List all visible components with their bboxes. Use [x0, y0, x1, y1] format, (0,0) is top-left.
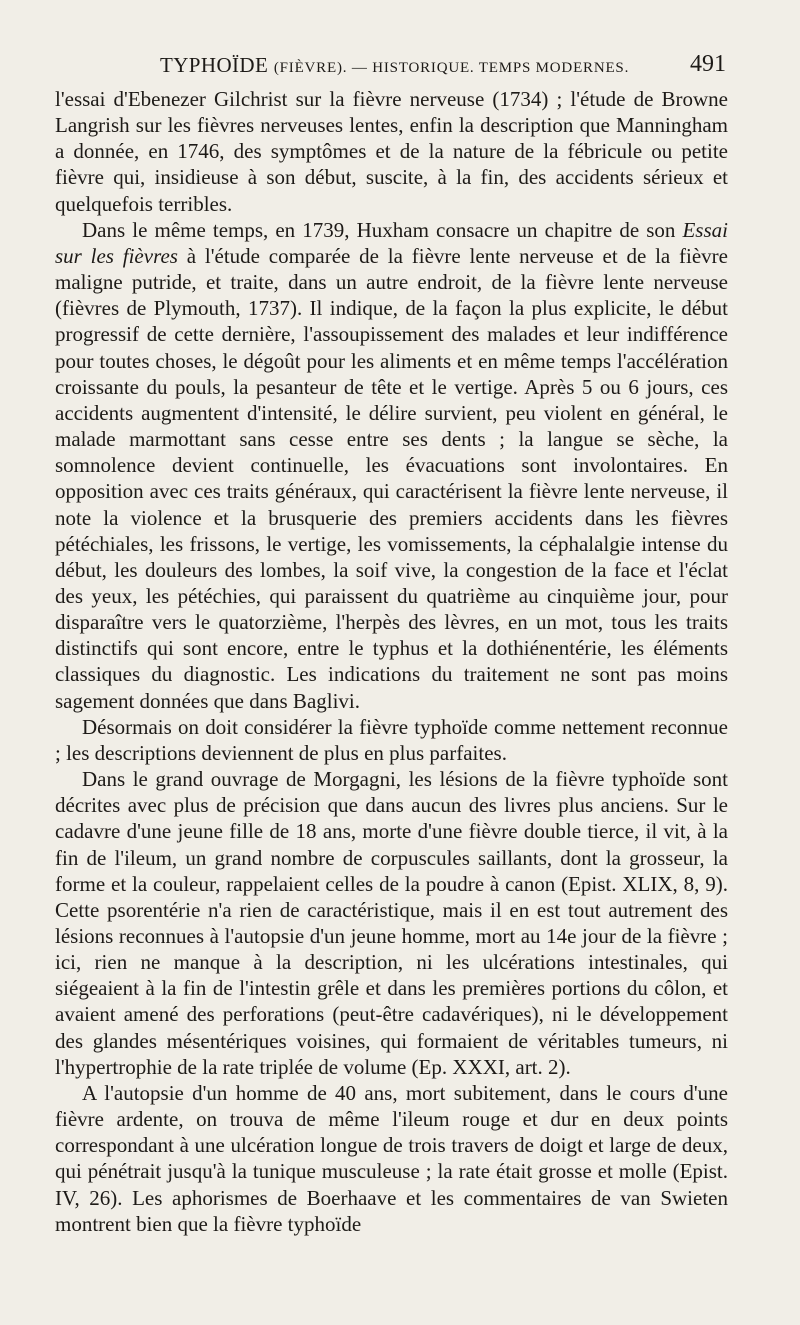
paragraph-2	[55, 217, 728, 714]
running-title-section: — HISTORIQUE. TEMPS MODERNES.	[347, 60, 630, 76]
running-header	[58, 49, 728, 79]
paragraph-2-text-rest: à l'étude comparée de la fièvre lente nerveuse et de la fièvre maligne putride, et traite, dans un autre endroit, de la fièvre lente nerveuse (fièvres de Plymouth, 1737). Il indique, de la façon la plus explicite, le début progressif de cette dernière, l'assoupissement des malades et leur indifférence pour toutes choses, le dégoût pour les aliments et en même temps l'accélération croissante du pouls, la pesanteur de tête et le vertige. Après 5 ou 6 jours, ces accidents augmentent d'intensité, le délire survient, peu violent en général, le malade marmottant sans cesse entre ses dents ; la langue se sèche, la somnolence devient continuelle, les évacuations sont involontaires. En opposition avec ces traits généraux, qui caractérisent la fièvre lente nerveuse, il note la violence et la brusquerie des premiers accidents dans les fièvres pétéchiales, les frissons, le vertige, les vomissements, la céphalalgie intense du début, les douleurs des lombes, la soif vive, la congestion de la face et l'éclat des yeux, les pétéchies, qui paraissent du quatrième au cinquième jour, pour disparaître vers le quatorzième, l'herpès des lèvres, en un mot, tous les traits distinctifs qui sont encore, entre le typhus et la dothiénentérie, les éléments classiques du diagnostic. Les indications du traitement ne sont pas moins sagement données que dans Baglivi.	[55, 243, 729, 713]
running-title-sub: (FIÈVRE).	[273, 60, 348, 76]
page-number: 491	[690, 51, 726, 77]
paragraph-5: A l'autopsie d'un homme de 40 ans, mort subitement, dans le cours d'une fièvre ardente, on trouva de même l'ileum rouge et dur en deux points correspondant à une ulcération longue de trois travers de doigt et large de deux, qui pénétrait jusqu'à la tunique musculeuse ; la rate était grosse et molle (Epist. IV, 26). Les aphorismes de Boerhaave et les commentaires de van Swieten montrent bien que la fièvre typhoïde	[55, 1080, 728, 1236]
book-title-italic: Essai sur les fièvres	[55, 217, 728, 268]
paragraph-4: Dans le grand ouvrage de Morgagni, les lésions de la fièvre typhoïde sont décrites avec plus de précision que dans aucun des livres plus anciens. Sur le cadavre d'une jeune fille de 18 ans, morte d'une fièvre double tierce, il vit, à la fin de l'ileum, un grand nombre de corpuscules saillants, dont la grosseur, la forme et la couleur, rappelaient celles de la poudre à canon (Epist. XLIX, 8, 9). Cette psorentérie n'a rien de caractéristique, mais il en est tout autrement des lésions reconnues à l'autopsie d'un jeune homme, mort au 14e jour de la fièvre ; ici, rien ne manque à la description, ni les ulcérations intestinales, qui siégeaient à la fin de l'intestin grêle et dans les premières portions du côlon, et avaient amené des perforations (peut-être cadavériques), ni le développement des glandes mésentériques voisines, qui formaient de véritables tumeurs, ni l'hypertrophie de la rate triplée de volume (Ep. XXXI, art. 2).	[55, 767, 728, 1079]
page-body	[55, 86, 728, 1237]
paragraph-1: l'essai d'Ebenezer Gilchrist sur la fièvre nerveuse (1734) ; l'étude de Browne Langrish sur les fièvres nerveuses lentes, enfin la description que Manningham a donnée, en 1746, des symptômes et de la nature de la fébricule ou petite fièvre qui, insidieuse à son début, suscite, à la fin, des accidents sérieux et quelquefois terribles.	[55, 87, 728, 216]
running-title-main: TYPHOÏDE	[160, 53, 269, 77]
paragraph-3: Désormais on doit considérer la fièvre typhoïde comme nettement reconnue ; les descriptions deviennent de plus en plus parfaites.	[55, 714, 728, 765]
running-title	[160, 53, 629, 78]
paragraph-2-text-start: Dans le même temps, en 1739, Huxham consacre un chapitre de son	[82, 217, 683, 242]
